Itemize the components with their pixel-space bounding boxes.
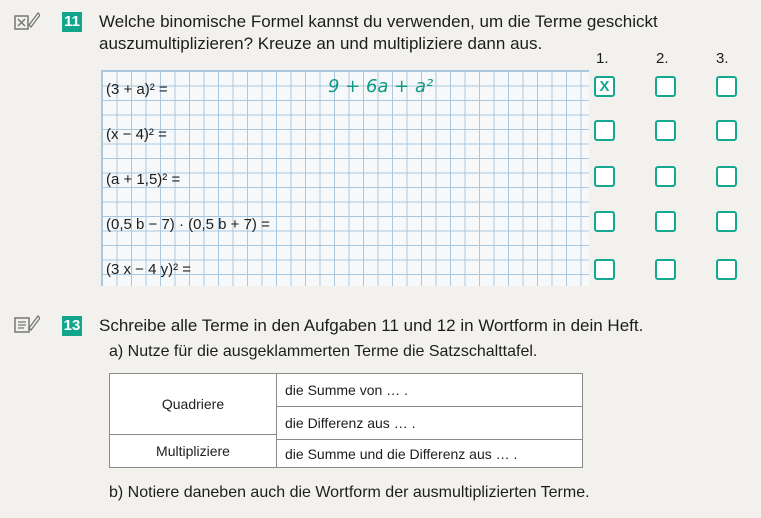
checkbox-row1-formula3[interactable] — [716, 76, 737, 97]
part-a-text: a) Nutze für die ausgeklammerten Terme die Satzschalttafel. — [109, 343, 538, 360]
checkbox-row5-formula1[interactable] — [594, 259, 615, 280]
task-number: 11 — [62, 12, 82, 32]
verb-quadriere: Quadriere — [110, 374, 277, 435]
term-2: (x − 4)² = — [106, 126, 167, 143]
column-header-1: 1. — [596, 50, 609, 67]
option-sum-and-difference: die Summe und die Differenz aus … . — [277, 440, 583, 468]
sentence-switch-table — [109, 373, 583, 468]
term-3: (a + 1,5)² = — [106, 171, 181, 188]
part-b-text: b) Notiere daneben auch die Wortform der ausmultiplizierten Terme. — [109, 484, 590, 501]
column-header-2: 2. — [656, 50, 669, 67]
handwritten-answer-1: 9 + 6a + a² — [328, 76, 434, 97]
term-5: (3 x − 4 y)² = — [106, 261, 192, 278]
checkbox-row3-formula2[interactable] — [655, 166, 676, 187]
cross-and-pencil-icon — [14, 10, 40, 32]
text-and-pencil-icon — [14, 313, 40, 335]
verb-multipliziere: Multipliziere — [110, 435, 277, 468]
checkbox-row2-formula2[interactable] — [655, 120, 676, 141]
term-4: (0,5 b − 7) · (0,5 b + 7) = — [106, 216, 270, 233]
checkbox-row3-formula3[interactable] — [716, 166, 737, 187]
term-1: (3 + a)² = — [106, 81, 168, 98]
column-header-3: 3. — [716, 50, 729, 67]
checkbox-row4-formula3[interactable] — [716, 211, 737, 232]
checkbox-row2-formula3[interactable] — [716, 120, 737, 141]
option-sum: die Summe von … . — [277, 374, 583, 407]
checkbox-row2-formula1[interactable] — [594, 120, 615, 141]
checkbox-row1-formula1[interactable]: X — [594, 76, 615, 97]
task-title: Schreibe alle Terme in den Aufgaben 11 und 12 in Wortform in dein Heft. — [99, 316, 644, 335]
checkbox-row1-formula2[interactable] — [655, 76, 676, 97]
option-difference: die Differenz aus … . — [277, 407, 583, 440]
checkbox-row5-formula3[interactable] — [716, 259, 737, 280]
checkbox-row4-formula1[interactable] — [594, 211, 615, 232]
checkbox-row4-formula2[interactable] — [655, 211, 676, 232]
task-number: 13 — [63, 317, 81, 334]
checkbox-row3-formula1[interactable] — [594, 166, 615, 187]
checkbox-row5-formula2[interactable] — [655, 259, 676, 280]
task-instruction-line1: Welche binomische Formel kannst du verwenden, um die Terme geschickt — [99, 12, 658, 31]
task-instruction-line2: auszumultiplizieren? Kreuze an und multipliziere dann aus. — [99, 34, 543, 53]
